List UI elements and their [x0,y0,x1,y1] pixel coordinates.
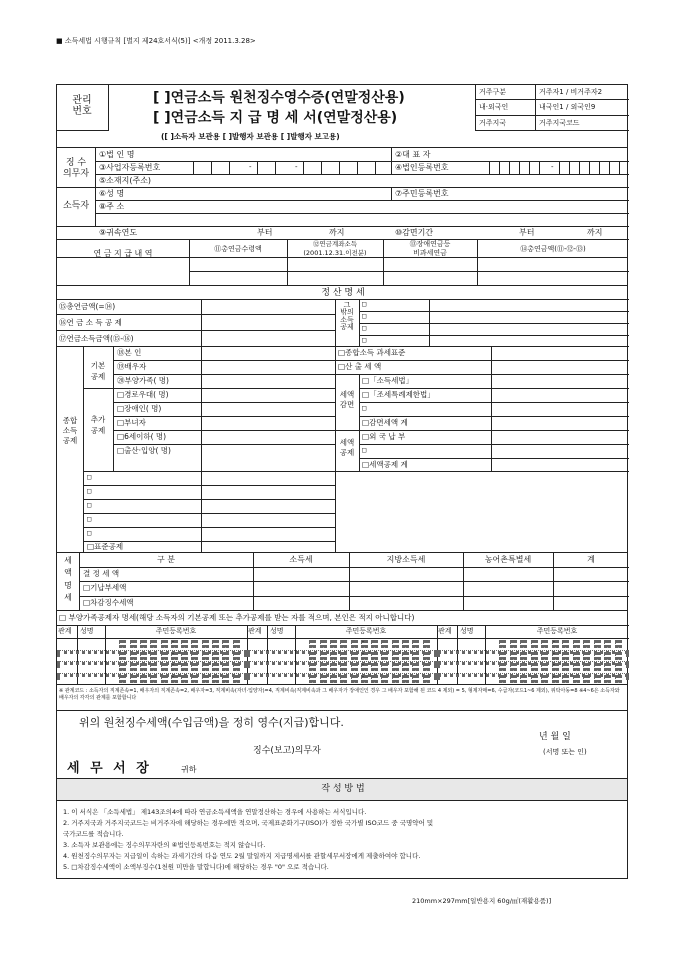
spouse-row: ⑲배우자 [117,362,147,371]
digit-cell [412,652,416,660]
birth-adoption-row: □출산·입양( 명) [117,446,171,455]
credit-total-row: □세액공제 계 [362,460,408,469]
digit-cell [609,161,610,174]
digit-cell [392,663,396,671]
title-receipt: [ ]연금소득 원천징수영수증(연말정산용) [153,90,405,106]
dependents-relation-header: 관계 [58,627,72,635]
digit-cell [233,652,237,660]
tax-reduction-label: 세액 감면 [339,390,355,409]
digit-cell [119,640,123,648]
digit-cell [559,161,560,174]
elderly-row: □경로우대( 명) [117,390,169,399]
digit-cell [340,652,344,660]
representative-label: ②대 표 자 [395,150,431,159]
digit-separator: - [171,638,175,645]
digit-cell [402,675,406,683]
digit-cell [583,663,587,671]
digit-cell [161,663,165,671]
digit-cell [309,640,313,648]
digit-separator: - [552,672,555,680]
year-to: 까지 [329,228,345,237]
instruction-item: 4. 원천징수의무자는 지급일이 속하는 과세기간의 다음 연도 2월 말일까지 지급명세서를 관할세무서장에게 제출하여야 합니다. [63,852,421,860]
digit-cell [392,640,396,648]
digit-cell [541,675,545,683]
digit-cell [150,663,154,671]
digit-cell [371,652,375,660]
resident-type-value[interactable]: 거주자1 / 비거주자2 [539,88,603,96]
digit-cell [140,652,144,660]
digit-cell [520,675,524,683]
digit-cell [191,663,195,671]
reduction-period-label: ⑩감면기간 [395,228,434,237]
dependents-resident-no-header: 주민등록번호 [155,627,197,635]
digit-cell [541,652,545,660]
digit-cell [579,161,580,174]
digit-cell [181,675,185,683]
digit-cell [211,161,212,174]
digit-cell [212,675,216,683]
digit-cell [320,663,324,671]
instruction-item: 1. 이 서식은 「소득세법」 제143조의4에 따라 연금소득세액을 연말정산하는 경우에 사용하는 서식입니다. [63,808,367,816]
digit-cell [412,663,416,671]
digit-cell [402,652,406,660]
tax-detail-side-label: 세 액 명 세 [64,556,72,603]
col-local-tax: 지방소득세 [386,555,426,564]
dependents-table [56,611,628,685]
other-deduction-label: 그 밖의 소득 공제 [340,301,354,332]
dependents-name-header: 성명 [80,627,94,635]
digit-cell [233,640,237,648]
row-net-tax: □차감징수세액 [83,598,134,607]
digit-cell [510,640,514,648]
reduction-special-act: □「조세특례제한법」 [362,390,435,399]
digit-cell [615,663,619,671]
pension-income-row: ⑰연금소득금액(⑮-⑯) [59,334,134,343]
manage-no-label: 관리 번호 [72,95,92,117]
digit-cell [161,675,165,683]
disabled-row: □장애인( 명) [117,404,162,413]
receipt-statement: 위의 원천징수세액(수입금액)을 정히 영수(지급)합니다. [79,716,344,729]
digit-cell [140,640,144,648]
digit-cell [275,161,276,174]
paper-spec: 210mm×297mm[일반용지 60g/㎡(재활용품)] [412,897,552,905]
corp-name-label: ①법 인 명 [99,150,135,159]
digit-separator: - [552,661,555,668]
digit-cell [562,663,566,671]
instruction-item: 2. 거주지국과 거주지국코드는 비거주자에 해당하는 경우에만 적으며, 국제표준화기구(ISO)가 정한 국가별 ISO코드 중 국명약어 및 [63,819,434,827]
digit-cell [222,652,226,660]
digit-cell [309,663,313,671]
digit-cell [392,652,396,660]
digit-cell [615,640,619,648]
digit-cell [309,675,313,683]
digit-cell [212,663,216,671]
digit-cell [330,675,334,683]
dependents-name-header: 성명 [460,627,474,635]
country-code-label: 거주지국코드 [539,119,580,127]
digit-cell [150,640,154,648]
digit-cell [583,640,587,648]
payer-address-label: ⑤소재지(주소) [99,176,152,185]
additional-deduction-label: 추가 공제 [90,415,106,436]
digit-cell [130,640,134,648]
comprehensive-deduction-label: 종합 소득 공제 [62,416,78,446]
standard-deduction-row: □표준공제 [87,542,124,551]
digit-cell [140,675,144,683]
digit-cell [222,675,226,683]
digit-cell [130,675,134,683]
digit-cell [499,675,503,683]
title-copies: ([ ]소득자 보관용 [ ]발행자 보관용 [ ]발행자 보고용) [161,132,340,141]
digit-cell [381,663,385,671]
digit-cell [212,652,216,660]
digit-cell [320,640,324,648]
digit-separator: - [171,672,175,680]
digit-cell [233,675,237,683]
digit-cell [191,640,195,648]
digit-cell [499,663,503,671]
tax-office-label: 세 무 서 장 [67,761,152,776]
digit-cell [321,161,322,174]
digit-cell [191,652,195,660]
payment-col-total-received: ⑪총연금수령액 [214,245,262,253]
digit-cell [130,663,134,671]
digit-cell [520,652,524,660]
reduction-total: □감면세액 계 [362,418,408,427]
digit-cell [371,640,375,648]
earner-name-label: ⑥성 명 [99,189,125,198]
digit-cell [412,640,416,648]
digit-cell [531,652,535,660]
payer-section-label: 징 수 의무자 [62,158,90,179]
form-reference-note: ■ 소득세법 시행규칙 [별지 제24호서식(5)] <개정 2011.3.28> [56,37,256,45]
dependents-resident-no-header: 주민등록번호 [536,627,578,635]
computed-tax-row: □산 출 세 액 [338,362,382,371]
digit-cell [181,640,185,648]
dependents-row: ⑳부양가족( 명) [117,376,169,385]
tax-detail-table [56,553,628,611]
digit-cell [351,652,355,660]
year-from: 부터 [257,228,273,237]
digit-cell [604,663,608,671]
digit-separator: - [552,638,555,645]
digit-cell [589,161,590,174]
digit-cell [583,675,587,683]
instructions-block [56,801,628,879]
instruction-item: 국가코드를 적습니다. [63,830,124,838]
digit-separator: - [551,163,554,171]
tax-base-row: □종합소득 과세표준 [338,348,406,357]
receipt-date[interactable]: 년 월 일 [539,732,571,742]
digit-cell [562,675,566,683]
digit-cell [320,675,324,683]
digit-cell [510,675,514,683]
digit-cell [573,663,577,671]
reduction-to: 까지 [587,228,603,237]
digit-cell [161,652,165,660]
row-prepaid-tax: □기납부세액 [83,583,127,592]
biz-no-label: ③사업자등록번호 [99,163,161,172]
digit-separator: - [249,163,252,171]
digit-cell [594,663,598,671]
earner-address-label: ⑧주 소 [99,202,125,211]
instruction-item: 5. □차감징수세액이 소액부징수(1천원 미만을 말합니다)에 해당하는 경우 "0" 으로 적습니다. [63,863,329,871]
digit-cell [520,640,524,648]
dependents-relation-header: 관계 [438,627,452,635]
digit-cell [423,640,427,648]
digit-cell [212,640,216,648]
digit-cell [529,161,530,174]
digit-cell [510,663,514,671]
relation-code-box [56,685,628,711]
relation-code-note: ※ 관계코드 : 소득자의 직계존속=1, 배우자의 직계존속=2, 배우자=3, 직계비속(자녀·입양자)=4, 직계비속(직계비속과 그 배우자가 장애인인 경우 그 배우자 포함해 된 코드 4 제외) = 5, 형제자매=6, 수급자(코드1~6 제외), 위탁아동=8 ※4~6은 소득자와 배우자의 각각의 관계를 포함합니다 [59,688,620,702]
digit-cell [499,640,503,648]
digit-cell [520,663,524,671]
digit-cell [509,161,510,174]
digit-cell [489,161,490,174]
digit-separator: - [552,649,555,657]
digit-cell [140,663,144,671]
digit-cell [340,675,344,683]
digit-cell [604,640,608,648]
digit-cell [119,675,123,683]
digit-cell [615,675,619,683]
digit-cell [402,640,406,648]
dependents-relation-header: 관계 [248,627,262,635]
digit-cell [351,675,355,683]
digit-cell [130,652,134,660]
digit-cell [351,663,355,671]
digit-cell [583,652,587,660]
digit-cell [202,652,206,660]
digit-cell [150,675,154,683]
digit-cell [562,652,566,660]
col-rural-tax: 농어촌특별세 [484,555,532,564]
payment-col-total-pension: ⑭총연금액(⑪-⑫-⑬) [520,245,586,253]
digit-cell [381,652,385,660]
tax-office-suffix: 귀하 [181,765,197,774]
digit-cell [604,675,608,683]
digit-cell [119,663,123,671]
col-income-tax: 소득세 [289,555,313,564]
country-label: 거주지국 [479,119,507,127]
digit-cell [181,663,185,671]
instruction-item: 3. 소득자 보관용에는 징수의무자란의 ④법인등록번호는 적지 않습니다. [63,841,266,849]
digit-cell [257,161,258,174]
nationality-type-label: 내·외국인 [479,103,509,111]
instructions-title: 작 성 방 법 [321,784,365,794]
digit-cell [330,663,334,671]
digit-cell [351,640,355,648]
digit-separator: - [361,661,365,668]
payment-col-account-income: ⑫연금계좌소득 [312,240,358,248]
digit-cell [381,675,385,683]
payment-col-disability: ⑬장애연금등 [409,240,451,248]
pension-deduction-row: ⑯연 금 소 득 공 제 [59,318,122,327]
digit-cell [357,161,358,174]
digit-cell [594,640,598,648]
sign-note[interactable]: (서명 또는 인) [543,748,587,756]
corp-reg-no-label: ④법인등록번호 [395,163,449,172]
payer-sign-label: 징수(보고)의무자 [253,746,321,756]
digit-cell [181,652,185,660]
digit-cell [340,640,344,648]
dependents-name-header: 성명 [270,627,284,635]
digit-cell [371,663,375,671]
digit-cell [392,675,396,683]
digit-cell [541,663,545,671]
digit-cell [309,652,313,660]
digit-cell [229,161,230,174]
digit-cell [615,652,619,660]
child-under6-row: □6세이하( 명) [117,432,167,441]
instructions-title-bar [56,779,628,801]
earner-resident-no-label: ⑦주민등록번호 [395,189,449,198]
digit-cell [161,640,165,648]
instructions-list [63,807,623,873]
digit-cell [150,652,154,660]
foreign-tax-row: □외 국 납 부 [362,432,406,441]
digit-cell [599,161,600,174]
payment-label: 연 금 지 급 내 역 [93,249,153,258]
digit-cell [573,640,577,648]
digit-cell [222,640,226,648]
payment-col-account-income-note: (2001.12.31.이전분) [303,249,367,257]
col-total: 계 [587,555,595,564]
digit-cell [423,652,427,660]
digit-separator: - [361,638,365,645]
digit-cell [202,640,206,648]
receipt-block [56,711,628,779]
digit-cell [303,161,304,174]
digit-cell [330,640,334,648]
digit-cell [499,161,500,174]
settlement-block: 정 산 명 세 ⑮총연금액(=⑭) ⑯연 금 소 득 공 제 ⑰연금소득금액(⑮-⑯) 그 밖의 소득 공제 □ □ □ □ 종합 소득 공제 기본 공제 추가 공제 ⑱본 인 ⑲배우자 ⑳부양가족( 명) □경로우대( 명) □장애인( 명) □부녀자 □6세이하( 명) □출산·입양( 명) □ □ □ □ □ □표준공제 □종합소득 과세표준 □산 출 세 액 세액 감면 □「소득세법」 □「조세특례제한법」 □ □감면세액 계 세액 공제 □외 국 납 부 □ □세액공제 계 [56,286,628,553]
digit-cell [191,675,195,683]
nationality-type-value[interactable]: 내국인1 / 외국인9 [539,103,596,111]
digit-cell [412,675,416,683]
digit-cell [594,675,598,683]
digit-cell [340,663,344,671]
digit-cell [594,652,598,660]
digit-cell [510,652,514,660]
digit-cell [531,663,535,671]
payment-col-nontaxable: 비과세연금 [413,249,447,257]
row-determined-tax: 결 정 세 액 [83,569,120,578]
digit-cell [320,652,324,660]
payment-block [56,240,628,286]
digit-cell [499,652,503,660]
digit-cell [539,161,540,174]
digit-cell [531,675,535,683]
digit-cell [330,652,334,660]
digit-cell [573,652,577,660]
digit-separator: - [295,163,298,171]
digit-cell [202,675,206,683]
woman-row: □부녀자 [117,418,146,427]
title-statement: [ ]연금소득 지 급 명 세 서(연말정산용) [153,110,398,126]
digit-cell [573,675,577,683]
reduction-from: 부터 [519,228,535,237]
digit-cell [562,640,566,648]
digit-cell [519,161,520,174]
tax-credit-label: 세액 공제 [339,438,355,457]
digit-cell [193,161,194,174]
digit-cell [371,675,375,683]
dependents-resident-no-header: 주민등록번호 [345,627,387,635]
digit-cell [222,663,226,671]
dependents-header: □ 부양가족공제자 명세(해당 소득자의 기본공제 또는 추가공제를 받는 자를 적으며, 본인은 적지 아니합니다) [59,613,415,622]
digit-cell [381,640,385,648]
digit-separator: - [361,672,365,680]
digit-cell [604,652,608,660]
digit-separator: - [171,661,175,668]
col-category: 구 분 [157,555,175,564]
digit-cell [423,663,427,671]
total-pension-row: ⑮총연금액(=⑭) [59,302,116,311]
title-block [56,84,628,148]
earner-section-label: 소득자 [62,201,90,211]
digit-cell [619,161,620,174]
digit-cell [541,640,545,648]
digit-cell [233,663,237,671]
basic-deduction-label: 기본 공제 [90,361,106,382]
digit-cell [202,663,206,671]
digit-cell [119,652,123,660]
settlement-header: 정 산 명 세 [321,288,365,298]
attribution-year-label: ⑨귀속연도 [99,228,138,237]
digit-cell [339,161,340,174]
resident-type-label: 거주구분 [479,88,507,96]
digit-cell [531,640,535,648]
digit-cell [569,161,570,174]
digit-cell [375,161,376,174]
digit-cell [423,675,427,683]
digit-separator: - [171,649,175,657]
digit-cell [402,663,406,671]
reduction-income-tax-act: □「소득세법」 [362,376,414,385]
digit-separator: - [361,649,365,657]
self-row: ⑱본 인 [117,348,142,357]
